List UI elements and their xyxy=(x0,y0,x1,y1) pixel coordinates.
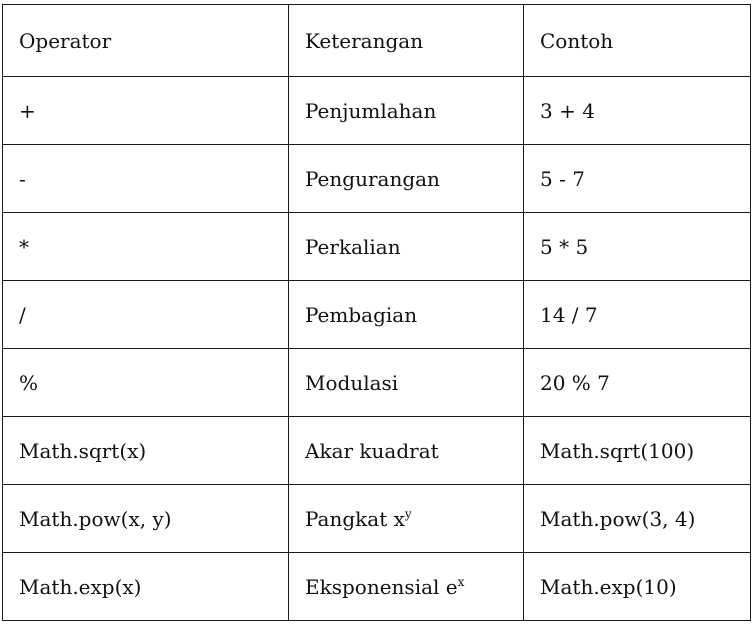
header-operator: Operator xyxy=(3,5,289,77)
cell-keterangan: Akar kuadrat xyxy=(289,417,524,485)
header-keterangan: Keterangan xyxy=(289,5,524,77)
table-row xyxy=(3,349,751,417)
cell-keterangan: Penjumlahan xyxy=(289,77,524,145)
cell-keterangan xyxy=(289,485,524,553)
cell-contoh: 20 % 7 xyxy=(524,349,751,417)
keterangan-text: Pangkat x xyxy=(305,506,405,531)
cell-contoh: Math.pow(3, 4) xyxy=(524,485,751,553)
table-row xyxy=(3,417,751,485)
cell-operator: Math.pow(x, y) xyxy=(3,485,289,553)
cell-keterangan: Perkalian xyxy=(289,213,524,281)
cell-keterangan: Modulasi xyxy=(289,349,524,417)
cell-operator: Math.exp(x) xyxy=(3,553,289,621)
superscript: x xyxy=(457,574,465,589)
cell-keterangan xyxy=(289,553,524,621)
cell-operator: * xyxy=(3,213,289,281)
cell-operator: + xyxy=(3,77,289,145)
table-row xyxy=(3,553,751,621)
cell-contoh: 14 / 7 xyxy=(524,281,751,349)
cell-operator: Math.sqrt(x) xyxy=(3,417,289,485)
table-header-row xyxy=(3,5,751,77)
table-row xyxy=(3,77,751,145)
cell-operator: / xyxy=(3,281,289,349)
cell-contoh: 5 - 7 xyxy=(524,145,751,213)
operator-table xyxy=(2,4,751,621)
cell-operator: % xyxy=(3,349,289,417)
table-row xyxy=(3,145,751,213)
cell-keterangan: Pengurangan xyxy=(289,145,524,213)
superscript: y xyxy=(404,506,412,521)
table-row xyxy=(3,485,751,553)
cell-contoh: Math.sqrt(100) xyxy=(524,417,751,485)
header-contoh: Contoh xyxy=(524,5,751,77)
table-row xyxy=(3,281,751,349)
keterangan-text: Eksponensial e xyxy=(305,574,458,599)
cell-contoh: 5 * 5 xyxy=(524,213,751,281)
cell-keterangan: Pembagian xyxy=(289,281,524,349)
table-row xyxy=(3,213,751,281)
cell-contoh: Math.exp(10) xyxy=(524,553,751,621)
cell-contoh: 3 + 4 xyxy=(524,77,751,145)
cell-operator: - xyxy=(3,145,289,213)
